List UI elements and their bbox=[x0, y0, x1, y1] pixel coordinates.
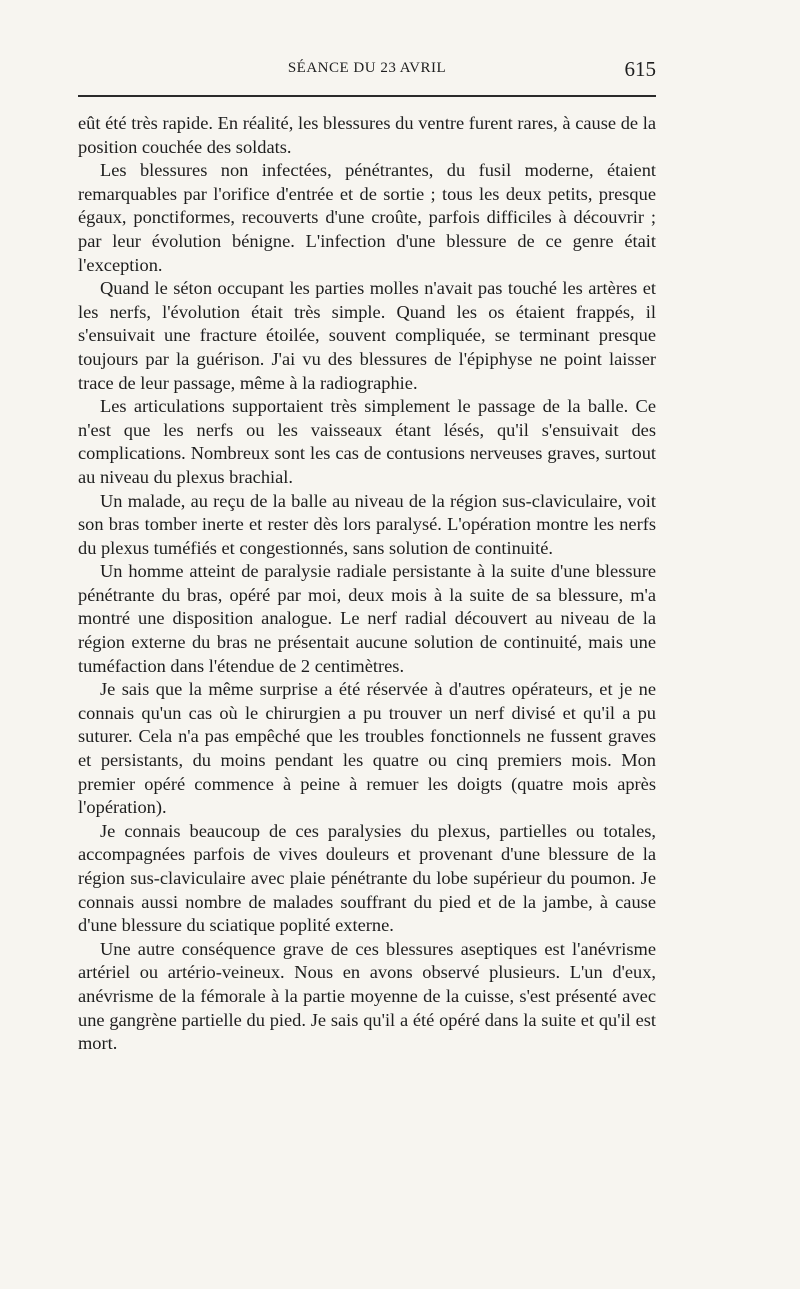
paragraph: Je connais beaucoup de ces paralysies du plexus, partielles ou totales, accompagnées parfois de vives douleurs et provenant d'une blessure de la région sus-claviculaire avec plaie pénétrante du lobe supérieur du poumon. Je connais aussi nombre de malades souffrant du pied et de la jambe, à cause d'une blessure du sciatique poplité externe. bbox=[78, 820, 656, 936]
paragraph: Un malade, au reçu de la balle au niveau de la région sus-claviculaire, voit son bras tomber inerte et rester dès lors paralysé. L'opération montre les nerfs du plexus tuméfiés et congestionnés, sans solution de continuité. bbox=[78, 490, 656, 558]
paragraph: Je sais que la même surprise a été réservée à d'autres opérateurs, et je ne connais qu'un cas où le chirurgien a pu trouver un nerf divisé et qu'il a pu suturer. Cela n'a pas empêché que les troubles fonctionnels ne fussent graves et persistants, du moins pendant les quatre ou cinq premiers mois. Mon premier opéré commence à peine à remuer les doigts (quatre mois après l'opération). bbox=[78, 679, 656, 818]
paragraph: Un homme atteint de paralysie radiale persistante à la suite d'une blessure pénétrante du bras, opéré par moi, deux mois à la suite de sa blessure, m'a montré une disposition analogue. Le nerf radial découvert au niveau de la région externe du bras ne présentait aucune solution de continuité, mais une tuméfaction dans l'étendue de 2 centimètres. bbox=[78, 561, 656, 676]
paragraph: Quand le séton occupant les parties molles n'avait pas touché les artères et les nerfs, l'évolution était très simple. Quand les os étaient frappés, il s'ensuivait une fracture étoilée, souvent compliquée, se terminant presque toujours par la guérison. J'ai vu des blessures de l'épiphyse ne point laisser trace de leur passage, même à la radiographie. bbox=[78, 278, 656, 393]
paragraph: Les blessures non infectées, pénétrantes, du fusil moderne, étaient remarquables par l'orifice d'entrée et de sortie ; tous les deux petits, presque égaux, ponctiformes, recouverts d'une croûte, parfois difficiles à découvrir ; par leur évolution bénigne. L'infection d'une blessure de ce genre était l'exception. bbox=[78, 160, 656, 275]
running-title: SÉANCE DU 23 AVRIL bbox=[287, 60, 447, 76]
body-text bbox=[78, 112, 656, 1056]
paragraph-continuation: eût été très rapide. En réalité, les blessures du ventre furent rares, à cause de la position couchée des soldats. bbox=[78, 113, 656, 157]
header-rule bbox=[78, 95, 656, 97]
paragraph: Une autre conséquence grave de ces blessures aseptiques est l'anévrisme artériel ou artério-veineux. Nous en avons observé plusieurs. L'un d'eux, anévrisme de la fémorale à la partie moyenne de la cuisse, s'est présenté avec une gangrène partielle du pied. Je sais qu'il a été opéré dans la suite et qu'il est mort. bbox=[78, 938, 656, 1054]
paragraph: Les articulations supportaient très simplement le passage de la balle. Ce n'est que les nerfs ou les vaisseaux étant lésés, qu'il s'ensuivait des complications. Nombreux sont les cas de contusions nerveuses graves, surtout au niveau du plexus brachial. bbox=[78, 396, 656, 487]
page-number: 615 bbox=[624, 57, 656, 81]
running-head bbox=[78, 57, 656, 82]
